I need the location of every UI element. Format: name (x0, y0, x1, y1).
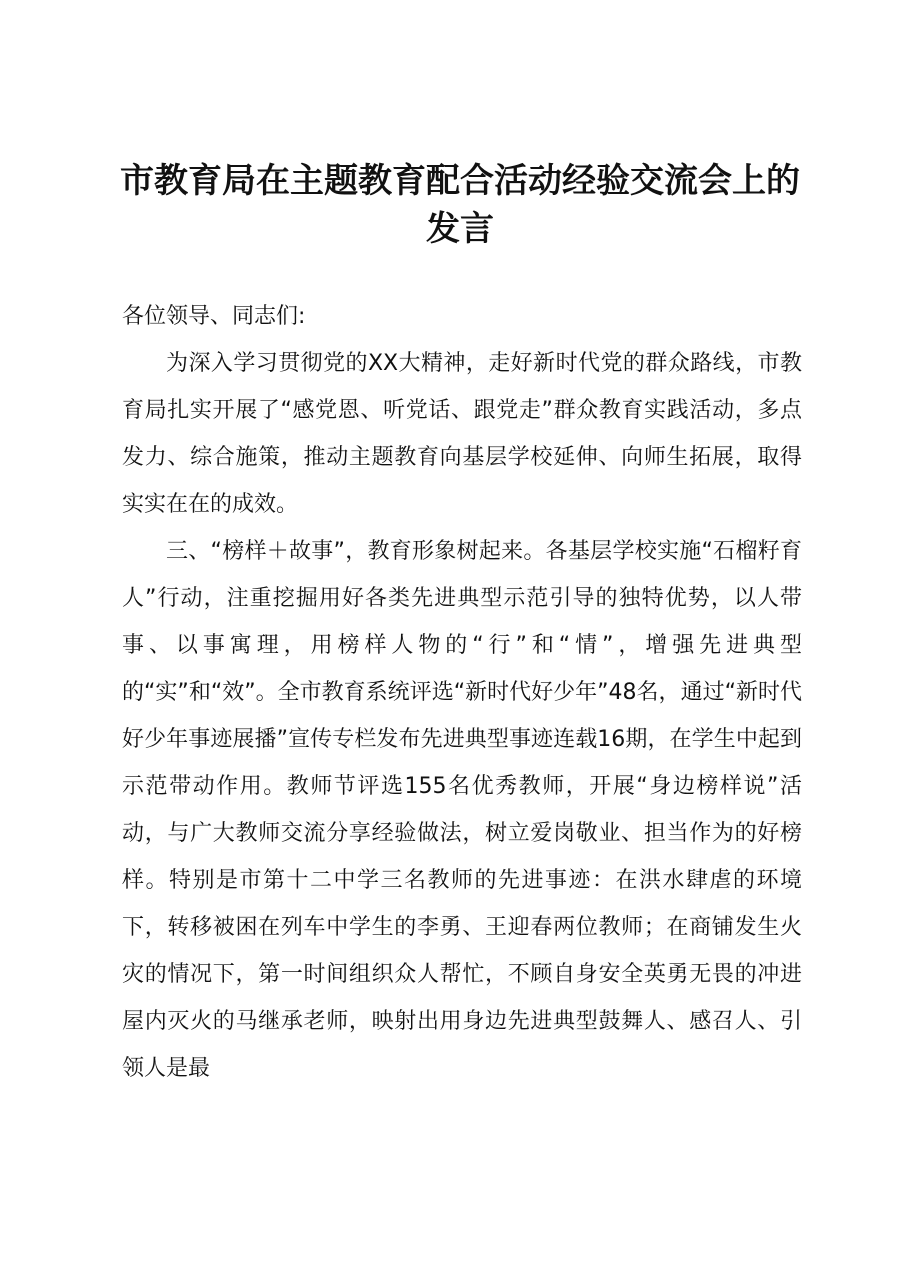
document-body (122, 293, 802, 1092)
paragraph-intro: 为深入学习贯彻党的XX大精神，走好新时代党的群众路线，市教育局扎实开展了“感党恩、听党话、跟党走”群众教育实践活动，多点发力、综合施策，推动主题教育向基层学校延伸、向师生拓展，取得实实在在的成效。 (122, 351, 802, 517)
salutation: 各位领导、同志们: (122, 304, 306, 329)
paragraph-section-three: 三、“榜样＋故事”，教育形象树起来。各基层学校实施“石榴籽育人”行动，注重挖掘用好各类先进典型示范引导的独特优势，以人带事、以事寓理，用榜样人物的“行”和“情”，增强先进典型的“实”和“效”。全市教育系统评选“新时代好少年”48名，通过“新时代好少年事迹展播”宣传专栏发布先进典型事迹连载16期，在学生中起到示范带动作用。教师节评选155名优秀教师，开展“身边榜样说”活动，与广大教师交流分享经验做法，树立爱岗敬业、担当作为的好榜样。特别是市第十二中学三名教师的先进事迹：在洪水肆虐的环境下，转移被困在列车中学生的李勇、王迎春两位教师；在商铺发生火灾的情况下，第一时间组织众人帮忙，不顾自身安全英勇无畏的冲进屋内灭火的马继承老师，映射出用身边先进典型鼓舞人、感召人、引领人是最 (122, 539, 802, 1081)
document-title: 市教育局在主题教育配合活动经验交流会上的发言 (120, 161, 800, 249)
